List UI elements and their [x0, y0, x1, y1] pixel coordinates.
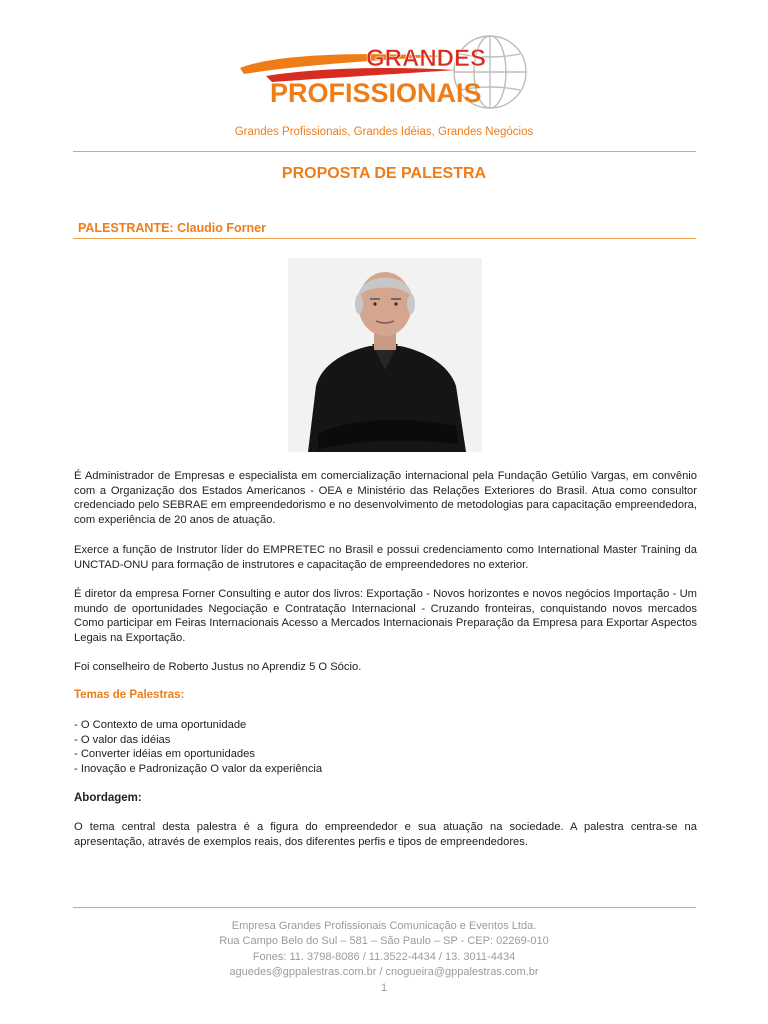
header-divider [73, 151, 696, 152]
footer-address: Rua Campo Belo do Sul – 581 – São Paulo – SP - CEP: 02269-010 [219, 935, 549, 948]
topic-item: - Converter idéias em oportunidades [74, 748, 255, 761]
footer-divider [73, 907, 696, 908]
speaker-divider [73, 238, 696, 239]
approach-heading: Abordagem: [74, 792, 142, 804]
topic-item: - Inovação e Padronização O valor da experiência [74, 762, 323, 775]
footer-company: Empresa Grandes Profissionais Comunicação e Eventos Ltda. [231, 920, 537, 932]
speaker-photo [288, 258, 482, 452]
tagline: Grandes Profissionais, Grandes Idéias, Grandes Negócios [234, 126, 534, 138]
topic-item: - O valor das idéias [74, 733, 171, 746]
page-number: 1 [380, 981, 388, 994]
bio-paragraph-2: Exerce a função de Instrutor líder do EMPRETEC no Brasil e possui credenciamento como International Master Training da UNCTAD-ONU para formação de instrutores e capacitação de empreendedores no exterior. [74, 544, 697, 571]
logo-word-profissionais: PROFISSIONAIS [270, 78, 482, 108]
topic-item: - O Contexto de uma oportunidade [74, 719, 247, 731]
topics-list [74, 718, 322, 776]
footer-emails: aguedes@gppalestras.com.br / cnogueira@gppalestras.com.br [229, 966, 539, 979]
company-logo [236, 30, 536, 114]
page-title: PROPOSTA DE PALESTRA [281, 165, 487, 182]
approach-text: O tema central desta palestra é a figura do empreendedor e sua atuação na sociedade. A palestra centra-se na apresentação, através de exemplos reais, dos diferentes perfis e tipos de empreendedores. [74, 821, 697, 848]
bio-paragraph-4: Foi conselheiro de Roberto Justus no Aprendiz 5 O Sócio. [74, 661, 362, 673]
topics-heading: Temas de Palestras: [74, 689, 185, 701]
footer-phones: Fones: 11. 3798-8086 / 11.3522-4434 / 13. 3011-4434 [252, 950, 516, 963]
footer [0, 919, 768, 996]
bio-paragraph-1: É Administrador de Empresas e especialista em comercialização internacional pela Fundação Getúlio Vargas, em convênio com a Organização dos Estados Americanos - OEA e Ministério das Relações Exteriores do Brasil. Atua como consultor credenciado pelo SEBRAE em empreendedorismo e no desenvolvimento de metodologias para capacitação empreendedora, com experiência de 20 anos de atuação. [74, 470, 697, 526]
speaker-label: PALESTRANTE: Claudio Forner [78, 221, 266, 235]
bio-paragraph-3: É diretor da empresa Forner Consulting e autor dos livros: Exportação - Novos horizontes e novos negócios Importação - Um mundo de oportunidades Negociação e Contratação Internacional - Cruzando fronteiras, conquistando novos mercados Como participar em Feiras Internacionais Acesso a Mercados Internacionais Preparação da Empresa para Exportar Aspectos Legais na Exportação. [74, 588, 697, 644]
logo-word-grandes: GRANDES [366, 45, 487, 72]
